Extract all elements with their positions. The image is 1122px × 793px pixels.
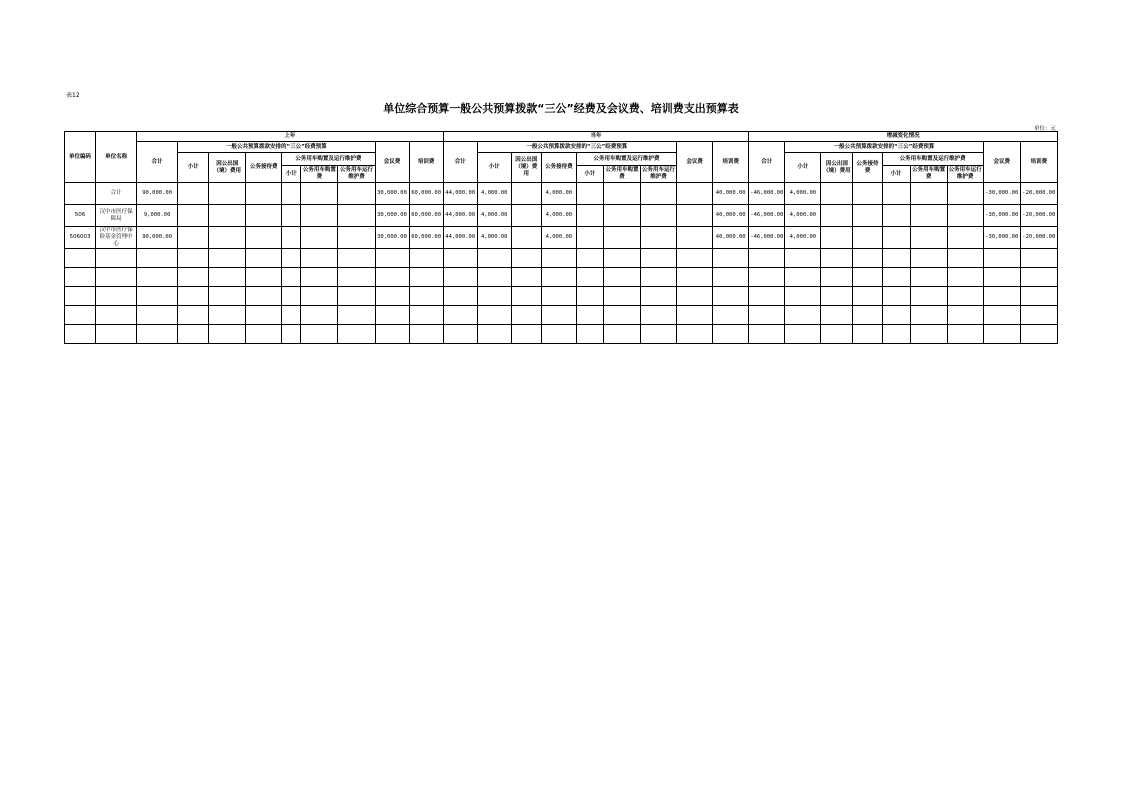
empty-cell bbox=[749, 249, 785, 268]
empty-cell bbox=[96, 325, 137, 344]
empty-cell bbox=[603, 249, 640, 268]
empty-cell bbox=[947, 249, 983, 268]
empty-cell bbox=[409, 249, 443, 268]
amount-cell: 4,000.00 bbox=[477, 205, 511, 227]
empty-cell bbox=[137, 249, 178, 268]
amount-cell bbox=[821, 205, 853, 227]
header-total: 合计 bbox=[443, 142, 477, 183]
empty-cell bbox=[96, 287, 137, 306]
empty-cell bbox=[65, 249, 96, 268]
amount-cell: 90,000.00 bbox=[137, 183, 178, 205]
header-vehicle-run: 公务用车运行维护费 bbox=[947, 166, 983, 183]
amount-cell bbox=[947, 183, 983, 205]
header-abroad: 因公出国（境）费用 bbox=[821, 153, 853, 183]
empty-cell bbox=[375, 306, 409, 325]
empty-cell bbox=[443, 325, 477, 344]
amount-cell bbox=[246, 227, 282, 249]
empty-cell bbox=[137, 268, 178, 287]
header-subtotal: 小计 bbox=[785, 153, 821, 183]
amount-cell: -46,000.00 bbox=[749, 183, 785, 205]
empty-cell bbox=[947, 325, 983, 344]
empty-cell bbox=[749, 268, 785, 287]
empty-cell bbox=[301, 325, 338, 344]
amount-cell bbox=[821, 183, 853, 205]
empty-cell bbox=[443, 249, 477, 268]
empty-cell bbox=[541, 268, 576, 287]
empty-cell bbox=[821, 306, 853, 325]
header-vehicle-subtotal: 小计 bbox=[576, 166, 603, 183]
amount-cell bbox=[882, 205, 910, 227]
amount-cell bbox=[677, 183, 713, 205]
amount-cell bbox=[641, 205, 677, 227]
amount-cell bbox=[209, 183, 246, 205]
amount-cell bbox=[821, 227, 853, 249]
empty-cell bbox=[209, 306, 246, 325]
amount-cell bbox=[301, 183, 338, 205]
empty-cell bbox=[409, 306, 443, 325]
empty-cell bbox=[541, 249, 576, 268]
empty-cell bbox=[713, 287, 749, 306]
empty-cell bbox=[65, 306, 96, 325]
empty-cell bbox=[477, 287, 511, 306]
empty-cell bbox=[65, 287, 96, 306]
amount-cell bbox=[282, 183, 301, 205]
header-vehicle-run: 公务用车运行维护费 bbox=[338, 166, 375, 183]
empty-cell bbox=[947, 268, 983, 287]
amount-cell: 40,000.00 bbox=[713, 183, 749, 205]
amount-cell bbox=[910, 183, 947, 205]
empty-cell bbox=[443, 287, 477, 306]
empty-cell bbox=[282, 287, 301, 306]
empty-cell bbox=[375, 325, 409, 344]
empty-cell bbox=[282, 306, 301, 325]
budget-table bbox=[64, 131, 1058, 344]
amount-cell bbox=[947, 227, 983, 249]
empty-cell bbox=[910, 325, 947, 344]
header-meeting: 会议费 bbox=[375, 142, 409, 183]
empty-cell bbox=[65, 325, 96, 344]
empty-cell bbox=[821, 287, 853, 306]
empty-row bbox=[65, 306, 1058, 325]
header-meeting: 会议费 bbox=[983, 142, 1020, 183]
empty-cell bbox=[576, 306, 603, 325]
empty-cell bbox=[511, 268, 541, 287]
empty-cell bbox=[983, 268, 1020, 287]
amount-cell bbox=[338, 205, 375, 227]
empty-cell bbox=[246, 306, 282, 325]
empty-cell bbox=[677, 325, 713, 344]
empty-cell bbox=[910, 249, 947, 268]
header-subtotal: 小计 bbox=[178, 153, 209, 183]
unit-code-cell: 506003 bbox=[65, 227, 96, 249]
empty-cell bbox=[338, 268, 375, 287]
empty-cell bbox=[209, 249, 246, 268]
empty-cell bbox=[713, 268, 749, 287]
amount-cell: 44,000.00 bbox=[443, 205, 477, 227]
amount-cell bbox=[511, 205, 541, 227]
empty-cell bbox=[853, 287, 882, 306]
amount-cell bbox=[853, 183, 882, 205]
empty-cell bbox=[983, 306, 1020, 325]
empty-cell bbox=[785, 268, 821, 287]
empty-cell bbox=[137, 325, 178, 344]
empty-cell bbox=[603, 306, 640, 325]
empty-cell bbox=[853, 325, 882, 344]
unit-code-cell: 506 bbox=[65, 205, 96, 227]
empty-cell bbox=[677, 249, 713, 268]
empty-cell bbox=[209, 268, 246, 287]
empty-cell bbox=[338, 325, 375, 344]
empty-cell bbox=[713, 249, 749, 268]
empty-cell bbox=[576, 268, 603, 287]
empty-cell bbox=[477, 249, 511, 268]
empty-cell bbox=[641, 268, 677, 287]
amount-cell bbox=[882, 227, 910, 249]
empty-cell bbox=[749, 325, 785, 344]
empty-cell bbox=[603, 268, 640, 287]
table-row bbox=[65, 205, 1058, 227]
amount-cell bbox=[511, 183, 541, 205]
amount-cell: -20,000.00 bbox=[1020, 227, 1057, 249]
amount-cell: -46,000.00 bbox=[749, 205, 785, 227]
header-sangong: 一般公共预算拨款安排的“三公”经费预算 bbox=[178, 142, 375, 153]
header-subtotal: 小计 bbox=[477, 153, 511, 183]
amount-cell bbox=[576, 205, 603, 227]
empty-cell bbox=[301, 249, 338, 268]
empty-cell bbox=[511, 249, 541, 268]
amount-cell bbox=[603, 205, 640, 227]
empty-cell bbox=[603, 325, 640, 344]
amount-cell bbox=[178, 183, 209, 205]
amount-cell bbox=[576, 227, 603, 249]
header-sangong: 一般公共预算拨款安排的“三公”经费预算 bbox=[477, 142, 676, 153]
amount-cell: 4,000.00 bbox=[785, 227, 821, 249]
empty-cell bbox=[910, 287, 947, 306]
unit-label: 单位：元 bbox=[1033, 126, 1056, 132]
empty-cell bbox=[137, 287, 178, 306]
empty-cell bbox=[282, 268, 301, 287]
empty-cell bbox=[882, 325, 910, 344]
unit-name-cell: 汉中市医疗保障局 bbox=[96, 205, 137, 227]
amount-cell: 90,000.00 bbox=[137, 227, 178, 249]
amount-cell: 44,000.00 bbox=[443, 227, 477, 249]
page-title: 单位综合预算一般公共预算拨款“三公”经费及会议费、培训费支出预算表 bbox=[383, 102, 739, 115]
amount-cell bbox=[853, 205, 882, 227]
empty-cell bbox=[282, 249, 301, 268]
empty-cell bbox=[209, 325, 246, 344]
amount-cell bbox=[209, 205, 246, 227]
empty-cell bbox=[477, 268, 511, 287]
header-sangong: 一般公共预算拨款安排的“三公”经费预算 bbox=[785, 142, 983, 153]
amount-cell: 4,000.00 bbox=[541, 227, 576, 249]
empty-row bbox=[65, 249, 1058, 268]
empty-cell bbox=[178, 287, 209, 306]
header-change: 增减变化情况 bbox=[749, 132, 1058, 142]
empty-cell bbox=[853, 306, 882, 325]
amount-cell bbox=[178, 227, 209, 249]
header-vehicle-buy: 公务用车购置费 bbox=[910, 166, 947, 183]
header-vehicle-buy: 公务用车购置费 bbox=[603, 166, 640, 183]
table-row bbox=[65, 227, 1058, 249]
empty-cell bbox=[409, 268, 443, 287]
empty-cell bbox=[246, 325, 282, 344]
empty-cell bbox=[246, 287, 282, 306]
empty-cell bbox=[983, 287, 1020, 306]
amount-cell bbox=[910, 205, 947, 227]
header-vehicle-subtotal: 小计 bbox=[882, 166, 910, 183]
empty-cell bbox=[96, 249, 137, 268]
header-vehicle: 公务用车购置及运行维护费 bbox=[576, 153, 676, 166]
empty-cell bbox=[641, 325, 677, 344]
empty-cell bbox=[853, 268, 882, 287]
amount-cell bbox=[282, 205, 301, 227]
empty-cell bbox=[882, 287, 910, 306]
amount-cell: 4,000.00 bbox=[477, 227, 511, 249]
empty-cell bbox=[677, 268, 713, 287]
amount-cell bbox=[178, 205, 209, 227]
empty-cell bbox=[375, 268, 409, 287]
empty-cell bbox=[821, 268, 853, 287]
unit-name-cell: 合计 bbox=[96, 183, 137, 205]
amount-cell: 44,000.00 bbox=[443, 183, 477, 205]
empty-cell bbox=[443, 306, 477, 325]
empty-cell bbox=[443, 268, 477, 287]
empty-cell bbox=[677, 306, 713, 325]
header-code: 单位编码 bbox=[65, 132, 96, 183]
empty-cell bbox=[1020, 287, 1057, 306]
empty-cell bbox=[301, 268, 338, 287]
empty-cell bbox=[301, 287, 338, 306]
table-body bbox=[65, 183, 1058, 344]
amount-cell bbox=[603, 227, 640, 249]
header-prev-year: 上年 bbox=[137, 132, 444, 142]
empty-cell bbox=[1020, 325, 1057, 344]
empty-cell bbox=[821, 325, 853, 344]
amount-cell: -30,000.00 bbox=[983, 227, 1020, 249]
empty-cell bbox=[882, 306, 910, 325]
empty-cell bbox=[677, 287, 713, 306]
empty-cell bbox=[785, 325, 821, 344]
empty-cell bbox=[603, 287, 640, 306]
empty-cell bbox=[511, 287, 541, 306]
empty-cell bbox=[375, 249, 409, 268]
amount-cell: 30,000.00 bbox=[375, 183, 409, 205]
empty-cell bbox=[641, 249, 677, 268]
empty-cell bbox=[910, 306, 947, 325]
empty-cell bbox=[785, 287, 821, 306]
header-abroad: 因公出国（境）费用 bbox=[209, 153, 246, 183]
empty-cell bbox=[713, 325, 749, 344]
header-reception: 公务接待费 bbox=[541, 153, 576, 183]
empty-cell bbox=[882, 249, 910, 268]
header-vehicle: 公务用车购置及运行维护费 bbox=[882, 153, 983, 166]
header-curr-year: 当年 bbox=[443, 132, 749, 142]
amount-cell: 4,000.00 bbox=[785, 205, 821, 227]
empty-cell bbox=[541, 287, 576, 306]
amount-cell bbox=[910, 227, 947, 249]
empty-cell bbox=[511, 306, 541, 325]
empty-cell bbox=[1020, 249, 1057, 268]
empty-cell bbox=[96, 306, 137, 325]
empty-cell bbox=[477, 306, 511, 325]
header-reception: 公务接待费 bbox=[246, 153, 282, 183]
header-vehicle-subtotal: 小计 bbox=[282, 166, 301, 183]
empty-cell bbox=[785, 306, 821, 325]
empty-cell bbox=[282, 325, 301, 344]
header-total: 合计 bbox=[137, 142, 178, 183]
empty-cell bbox=[1020, 268, 1057, 287]
empty-cell bbox=[1020, 306, 1057, 325]
empty-row bbox=[65, 268, 1058, 287]
amount-cell: 40,000.00 bbox=[713, 227, 749, 249]
empty-cell bbox=[541, 325, 576, 344]
empty-cell bbox=[477, 325, 511, 344]
empty-cell bbox=[983, 325, 1020, 344]
amount-cell: 9,000.00 bbox=[137, 205, 178, 227]
empty-cell bbox=[178, 268, 209, 287]
empty-cell bbox=[947, 306, 983, 325]
empty-cell bbox=[137, 306, 178, 325]
amount-cell bbox=[301, 227, 338, 249]
header-name: 单位名称 bbox=[96, 132, 137, 183]
unit-code-cell bbox=[65, 183, 96, 205]
amount-cell: 4,000.00 bbox=[477, 183, 511, 205]
amount-cell bbox=[209, 227, 246, 249]
empty-cell bbox=[910, 268, 947, 287]
header-abroad: 因公出国（境）费用 bbox=[511, 153, 541, 183]
empty-cell bbox=[375, 287, 409, 306]
amount-cell: 40,000.00 bbox=[713, 205, 749, 227]
empty-cell bbox=[947, 287, 983, 306]
empty-cell bbox=[409, 325, 443, 344]
amount-cell: 60,000.00 bbox=[409, 227, 443, 249]
empty-row bbox=[65, 325, 1058, 344]
empty-cell bbox=[178, 306, 209, 325]
header-vehicle: 公务用车购置及运行维护费 bbox=[282, 153, 375, 166]
table-row bbox=[65, 183, 1058, 205]
empty-cell bbox=[246, 268, 282, 287]
unit-name-cell: 汉中市医疗保险基金管理中心 bbox=[96, 227, 137, 249]
empty-cell bbox=[246, 249, 282, 268]
amount-cell: 60,000.00 bbox=[409, 205, 443, 227]
empty-cell bbox=[338, 287, 375, 306]
amount-cell bbox=[246, 205, 282, 227]
empty-cell bbox=[853, 249, 882, 268]
amount-cell: -20,000.00 bbox=[1020, 183, 1057, 205]
amount-cell: 4,000.00 bbox=[785, 183, 821, 205]
amount-cell bbox=[282, 227, 301, 249]
header-meeting: 会议费 bbox=[677, 142, 713, 183]
empty-cell bbox=[338, 306, 375, 325]
empty-cell bbox=[576, 287, 603, 306]
header-training: 培训费 bbox=[713, 142, 749, 183]
empty-cell bbox=[882, 268, 910, 287]
amount-cell bbox=[677, 205, 713, 227]
table-number: 表12 bbox=[66, 92, 80, 99]
amount-cell bbox=[511, 227, 541, 249]
amount-cell: -46,000.00 bbox=[749, 227, 785, 249]
amount-cell: -20,000.00 bbox=[1020, 205, 1057, 227]
empty-cell bbox=[178, 249, 209, 268]
amount-cell: 60,000.00 bbox=[409, 183, 443, 205]
empty-cell bbox=[301, 306, 338, 325]
header-reception: 公务接待费 bbox=[853, 153, 882, 183]
empty-cell bbox=[713, 306, 749, 325]
amount-cell bbox=[576, 183, 603, 205]
amount-cell: 4,000.00 bbox=[541, 183, 576, 205]
empty-cell bbox=[178, 325, 209, 344]
empty-cell bbox=[576, 249, 603, 268]
amount-cell bbox=[338, 183, 375, 205]
empty-cell bbox=[576, 325, 603, 344]
header-training: 培训费 bbox=[409, 142, 443, 183]
amount-cell: 30,000.00 bbox=[375, 205, 409, 227]
amount-cell bbox=[882, 183, 910, 205]
empty-cell bbox=[511, 325, 541, 344]
amount-cell bbox=[338, 227, 375, 249]
empty-cell bbox=[209, 287, 246, 306]
empty-cell bbox=[749, 287, 785, 306]
empty-cell bbox=[983, 249, 1020, 268]
header-vehicle-run: 公务用车运行维护费 bbox=[641, 166, 677, 183]
empty-cell bbox=[641, 306, 677, 325]
empty-cell bbox=[96, 268, 137, 287]
amount-cell bbox=[947, 205, 983, 227]
amount-cell: 30,000.00 bbox=[375, 227, 409, 249]
amount-cell bbox=[301, 205, 338, 227]
amount-cell bbox=[641, 227, 677, 249]
header-training: 培训费 bbox=[1020, 142, 1057, 183]
amount-cell bbox=[246, 183, 282, 205]
empty-cell bbox=[749, 306, 785, 325]
header-vehicle-buy: 公务用车购置费 bbox=[301, 166, 338, 183]
amount-cell: 4,000.00 bbox=[541, 205, 576, 227]
amount-cell bbox=[677, 227, 713, 249]
empty-cell bbox=[541, 306, 576, 325]
amount-cell bbox=[603, 183, 640, 205]
empty-cell bbox=[785, 249, 821, 268]
empty-cell bbox=[409, 287, 443, 306]
amount-cell bbox=[853, 227, 882, 249]
amount-cell: -30,000.00 bbox=[983, 205, 1020, 227]
empty-cell bbox=[641, 287, 677, 306]
empty-cell bbox=[338, 249, 375, 268]
empty-cell bbox=[65, 268, 96, 287]
header-total: 合计 bbox=[749, 142, 785, 183]
amount-cell bbox=[641, 183, 677, 205]
empty-cell bbox=[821, 249, 853, 268]
amount-cell: -30,000.00 bbox=[983, 183, 1020, 205]
empty-row bbox=[65, 287, 1058, 306]
